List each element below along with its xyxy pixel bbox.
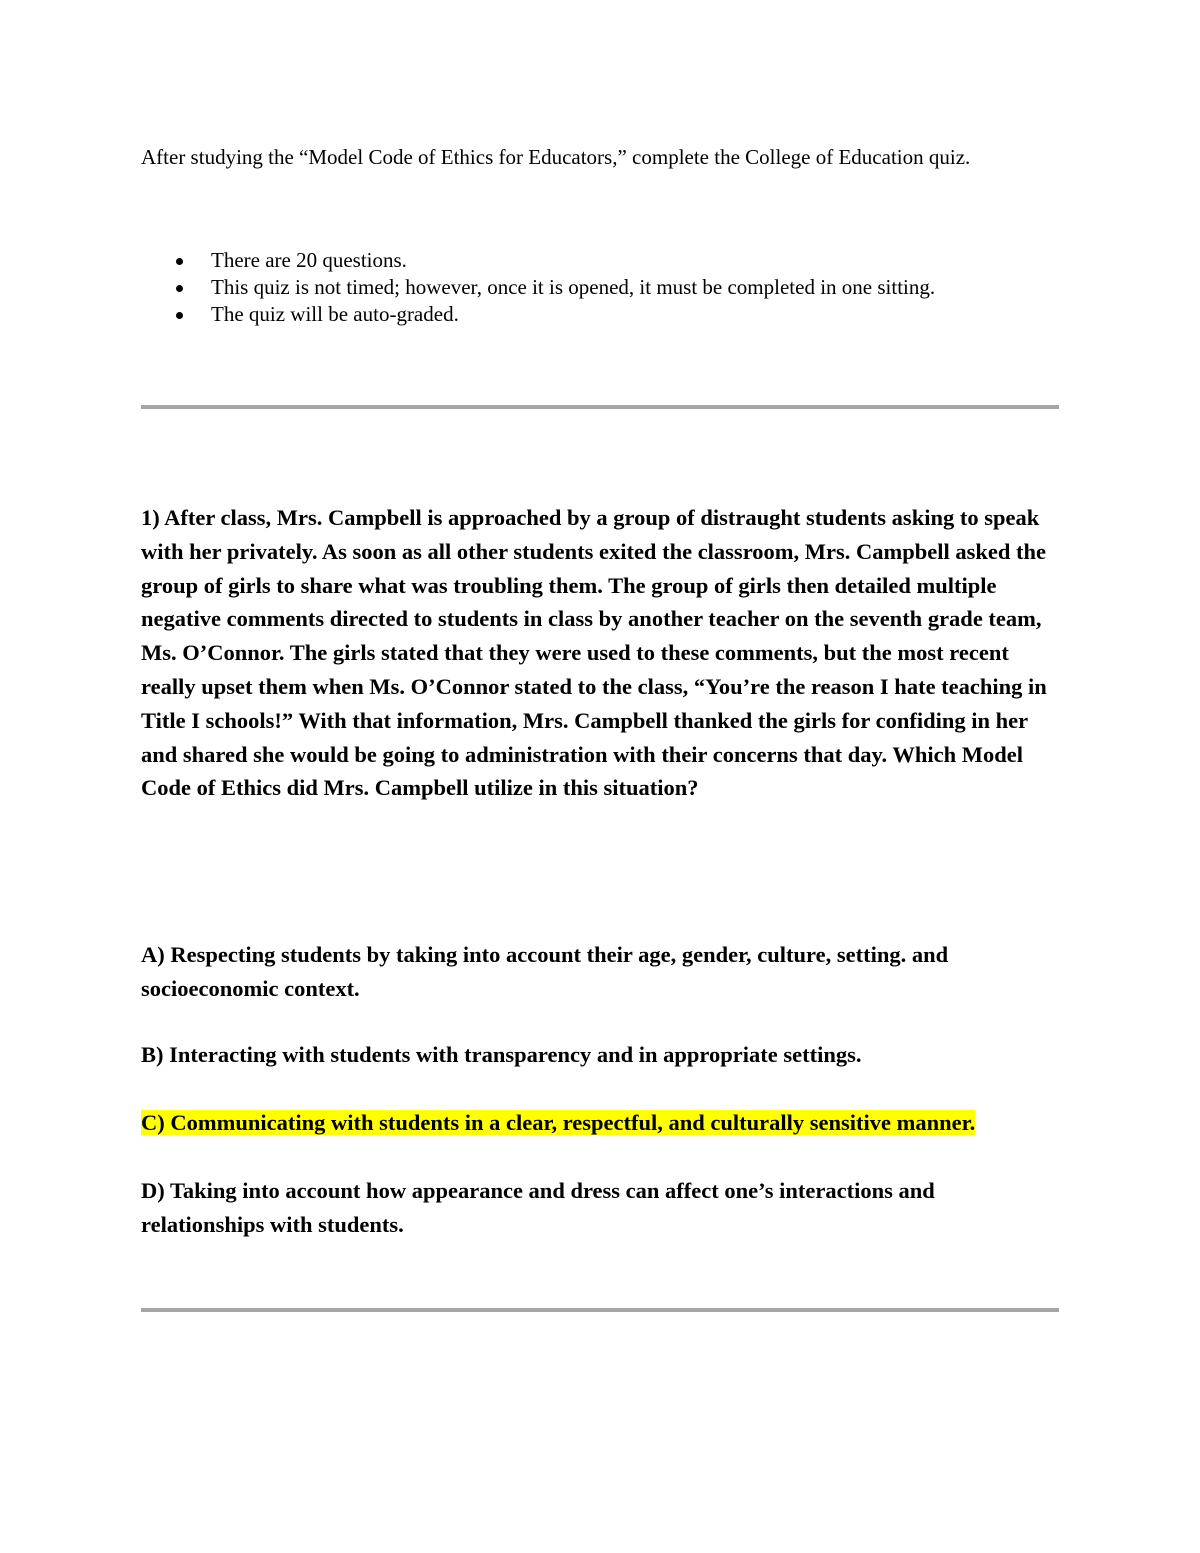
list-item [141, 274, 1059, 301]
bullet-icon [176, 312, 183, 319]
intro-paragraph: After studying the “Model Code of Ethics for Educators,” complete the College of Education quiz. [141, 145, 971, 169]
bullet-icon [176, 285, 183, 292]
list-item [141, 301, 1059, 328]
horizontal-divider [141, 1308, 1059, 1312]
horizontal-divider [141, 405, 1059, 409]
answer-option-a [141, 938, 1059, 1006]
answer-option-c-text: C) Communicating with students in a clear, respectful, and culturally sensitive manner. [141, 1110, 976, 1135]
answer-option-b [141, 1038, 1059, 1072]
list-item-text: The quiz will be auto-graded. [211, 302, 459, 326]
answer-option-d [141, 1174, 1059, 1242]
list-item [141, 247, 1059, 274]
instructions-list [141, 247, 1059, 328]
answer-option-a-text: A) Respecting students by taking into account their age, gender, culture, setting. and socioeconomic context. [141, 942, 949, 1001]
list-item-text: This quiz is not timed; however, once it is opened, it must be completed in one sitting. [211, 275, 936, 299]
answer-option-d-text: D) Taking into account how appearance and dress can affect one’s interactions and relationships with students. [141, 1178, 935, 1237]
answer-option-c [141, 1106, 1059, 1140]
answer-option-b-text: B) Interacting with students with transparency and in appropriate settings. [141, 1042, 862, 1067]
bullet-icon [176, 258, 183, 265]
question-text: 1) After class, Mrs. Campbell is approached by a group of distraught students asking to speak with her privately. As soon as all other students exited the classroom, Mrs. Campbell asked the group of girls to share what was troubling them. The group of girls then detailed multiple negative comments directed to students in class by another teacher on the seventh grade team, Ms. O’Connor. The girls stated that they were used to these comments, but the most recent really upset them when Ms. O’Connor stated to the class, “You’re the reason I hate teaching in Title I schools!” With that information, Mrs. Campbell thanked the girls for confiding in her and shared she would be going to administration with their concerns that day. Which Model Code of Ethics did Mrs. Campbell utilize in this situation? [141, 505, 1047, 801]
list-item-text: There are 20 questions. [211, 248, 407, 272]
